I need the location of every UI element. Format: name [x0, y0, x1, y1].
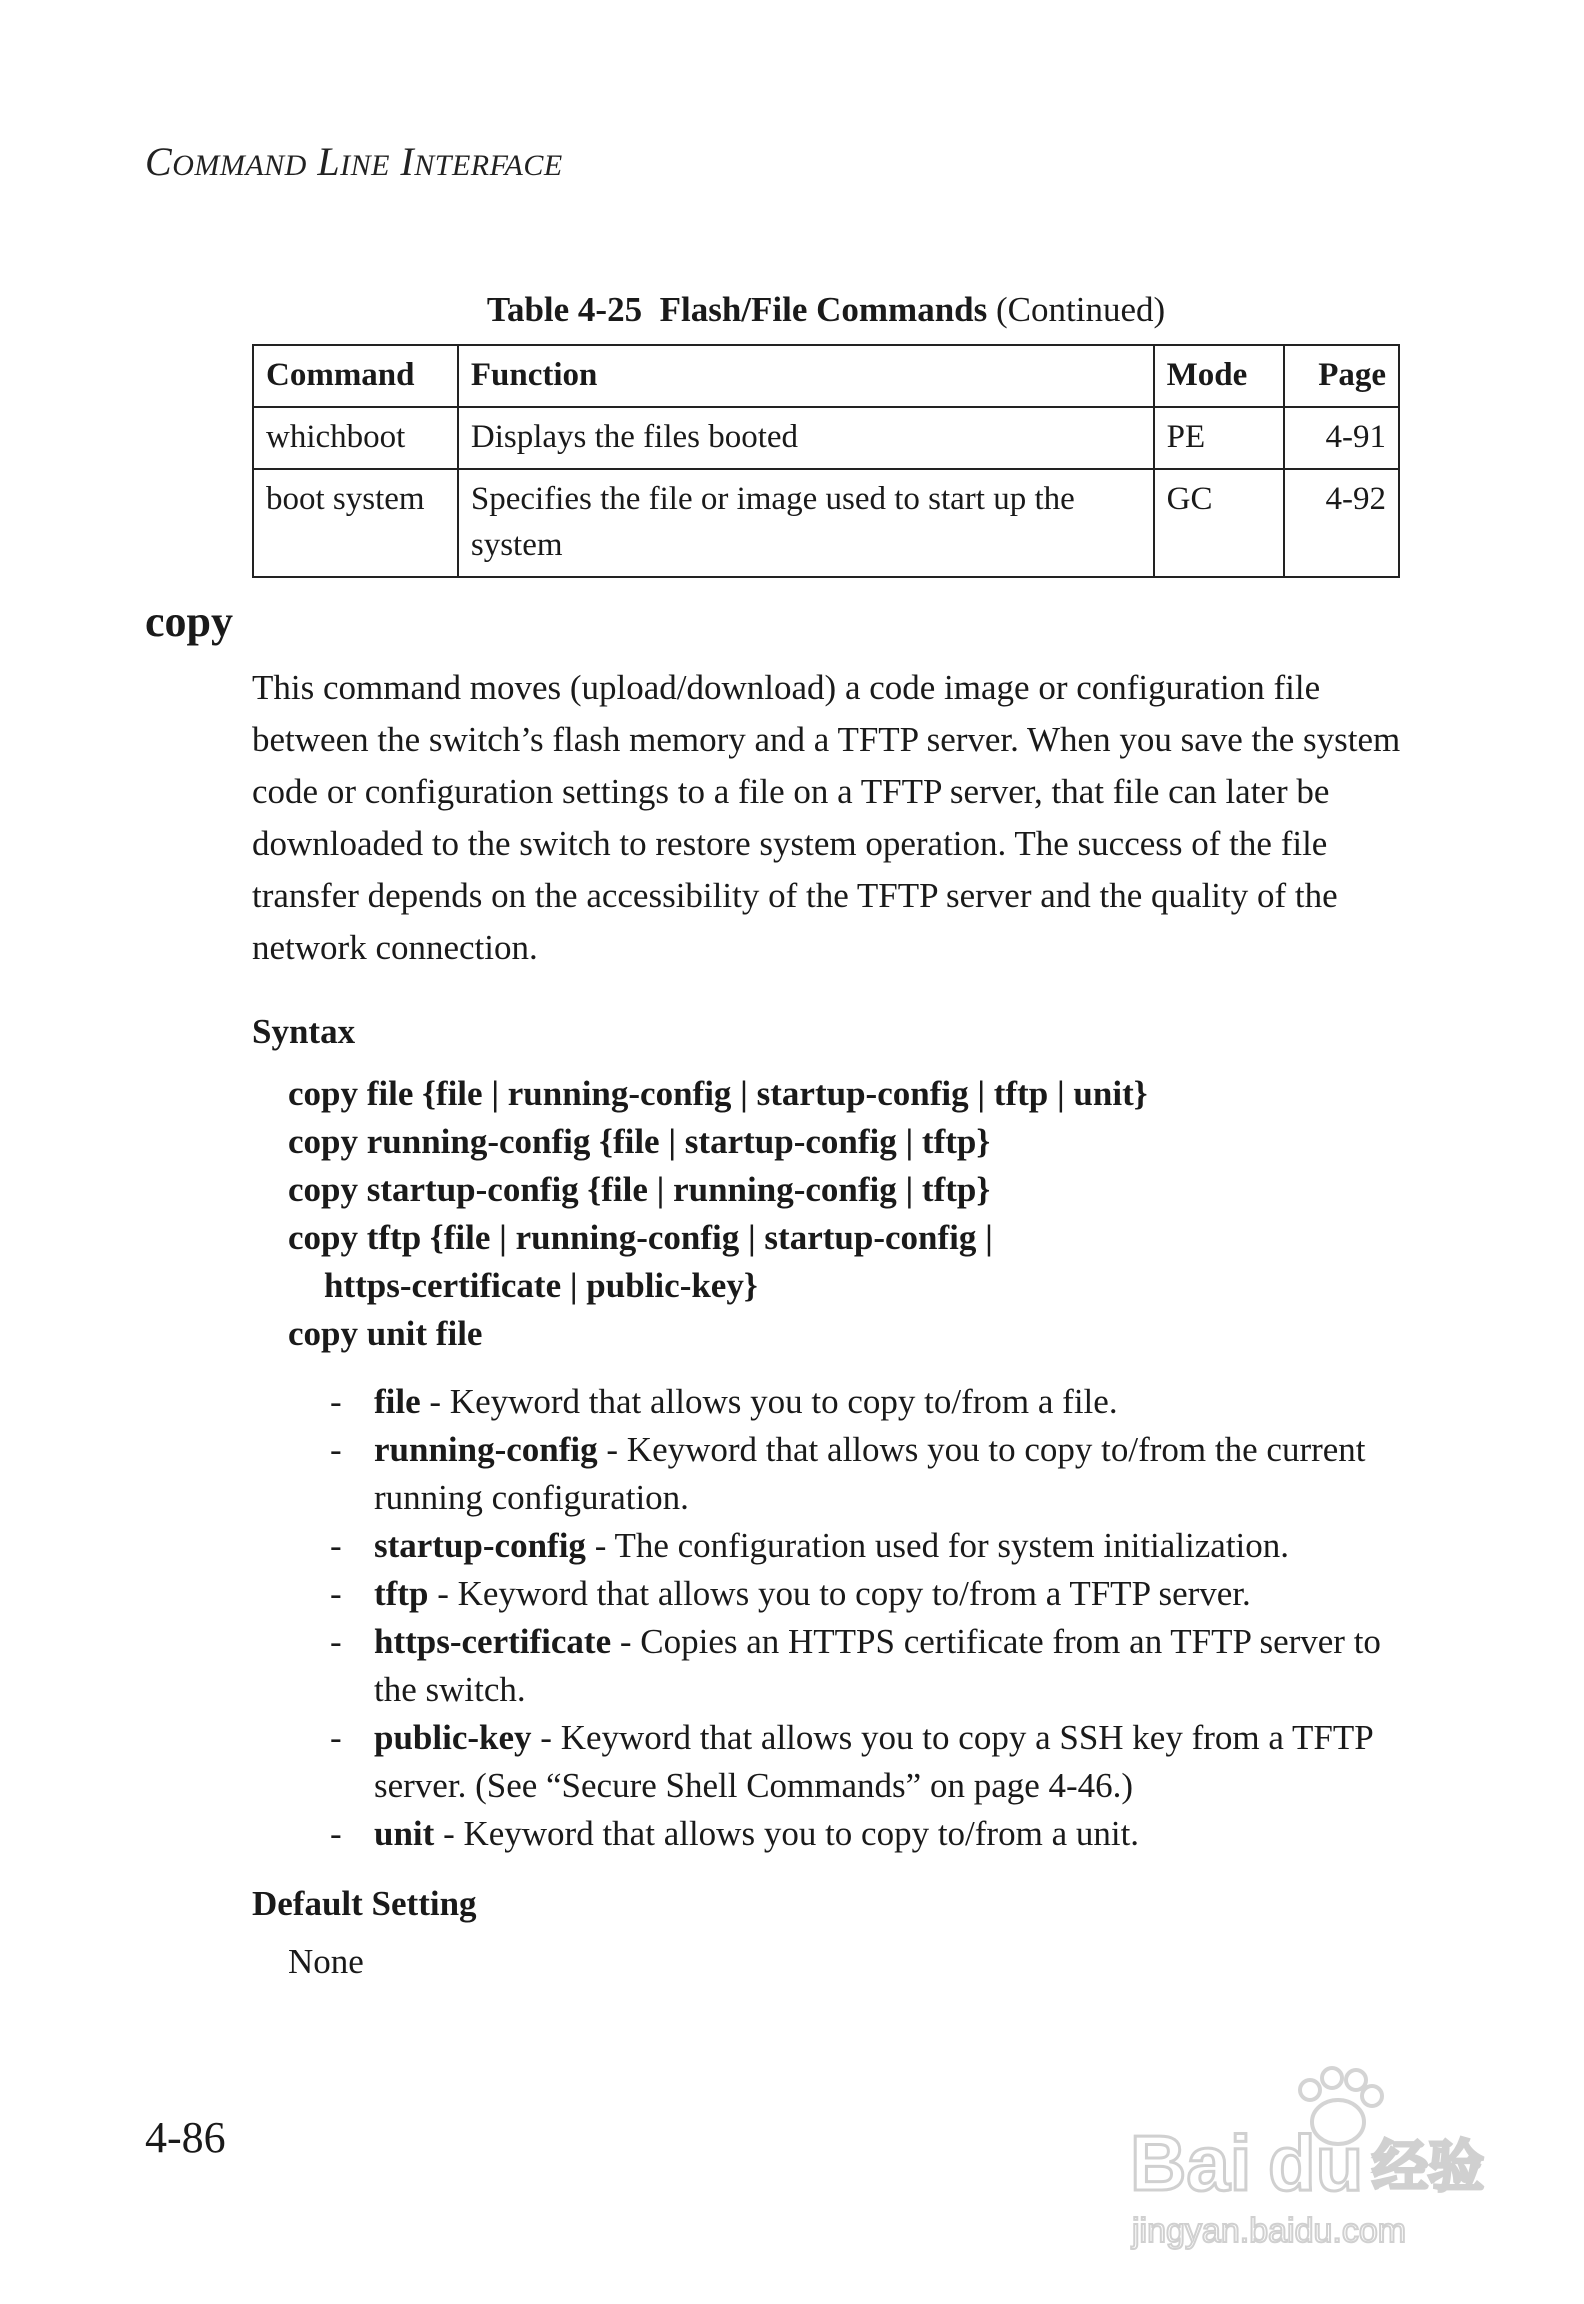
- table-caption-label: Table 4-25: [486, 290, 643, 329]
- param-description: - The configuration used for system initialization.: [585, 1526, 1290, 1565]
- page-number: 4-86: [145, 2113, 226, 2162]
- syntax-line: copy unit file: [288, 1314, 483, 1353]
- table-row: [253, 469, 1399, 577]
- cell-command: whichboot: [253, 407, 458, 469]
- param-keyword: https-certificate: [374, 1622, 612, 1661]
- command-description: This command moves (upload/download) a code image or configuration file between the switch’s flash memory and a TFTP server. When you save the system code or configuration settings to a file on a TFTP server, that file can later be downloaded to the switch to restore system operation. The success of the file transfer depends on the accessibility of the TFTP server and the quality of the network connection.: [252, 668, 1401, 967]
- flash-file-commands-table: [252, 344, 1400, 578]
- syntax-line: copy running-config {file | startup-config | tftp}: [288, 1122, 991, 1161]
- cell-mode: PE: [1154, 407, 1284, 469]
- param-keyword: public-key: [374, 1718, 532, 1757]
- table-caption-suffix: (Continued): [996, 290, 1166, 329]
- parameter-list: [330, 1378, 1410, 1858]
- param-description: - Copies an HTTPS certificate from an TFTP server to the switch.: [374, 1622, 1381, 1709]
- param-keyword: unit: [374, 1814, 435, 1853]
- svg-text:经验: 经验: [1372, 2135, 1484, 2200]
- column-header-mode: Mode: [1154, 345, 1284, 407]
- column-header-function: Function: [458, 345, 1154, 407]
- cell-function: Specifies the file or image used to start up the system: [458, 469, 1154, 577]
- param-description: - Keyword that allows you to copy to/from the current running configuration.: [374, 1430, 1366, 1517]
- param-keyword: running-config: [374, 1430, 598, 1469]
- default-setting-value: None: [288, 1942, 364, 1981]
- running-header: COMMAND LINE INTERFACE: [145, 139, 563, 184]
- default-setting-heading: Default Setting: [252, 1884, 477, 1923]
- param-description: - Keyword that allows you to copy to/from a unit.: [434, 1814, 1140, 1853]
- param-description: - Keyword that allows you to copy to/from a TFTP server.: [428, 1574, 1251, 1613]
- syntax-line: copy file {file | running-config | startup-config | tftp | unit}: [288, 1074, 1148, 1113]
- param-description: - Keyword that allows you to copy a SSH key from a TFTP server. (See “Secure Shell Commands” on page 4-46.): [374, 1718, 1373, 1805]
- param-keyword: file: [374, 1382, 421, 1421]
- syntax-line: copy tftp {file | running-config | startup-config |: [288, 1218, 993, 1257]
- command-title: copy: [145, 597, 233, 646]
- cell-page: 4-92: [1284, 469, 1399, 577]
- svg-text:du: du: [1268, 2119, 1364, 2207]
- list-item: - tftp - Keyword that allows you to copy to/from a TFTP server.: [330, 1574, 1251, 1613]
- syntax-line: https-certificate | public-key}: [324, 1266, 758, 1305]
- list-item: - public-key - Keyword that allows you to copy a SSH key from a TFTP server. (See “Secure Shell Commands” on page 4-46.): [330, 1718, 1373, 1805]
- column-header-command: Command: [253, 345, 458, 407]
- list-item: - file - Keyword that allows you to copy to/from a file.: [330, 1382, 1118, 1421]
- list-item: - https-certificate - Copies an HTTPS certificate from an TFTP server to the switch.: [330, 1622, 1381, 1709]
- table-caption: [252, 290, 1400, 330]
- syntax-block: [288, 1070, 1148, 1358]
- syntax-line: copy startup-config {file | running-config | tftp}: [288, 1170, 991, 1209]
- table-caption-title: Flash/File Commands: [659, 290, 988, 329]
- param-description: - Keyword that allows you to copy to/from a file.: [420, 1382, 1118, 1421]
- list-item: - startup-config - The configuration used for system initialization.: [330, 1526, 1290, 1565]
- column-header-page: Page: [1284, 345, 1399, 407]
- svg-text:Bai: Bai: [1130, 2119, 1252, 2207]
- param-keyword: tftp: [374, 1574, 429, 1613]
- param-keyword: startup-config: [374, 1526, 586, 1565]
- cell-function: Displays the files booted: [458, 407, 1154, 469]
- list-item: - running-config - Keyword that allows you to copy to/from the current running configuration.: [330, 1430, 1366, 1517]
- cell-command: boot system: [253, 469, 458, 577]
- syntax-heading: Syntax: [252, 1012, 356, 1051]
- cell-mode: GC: [1154, 469, 1284, 577]
- table-header-row: [253, 345, 1399, 407]
- list-item: - unit - Keyword that allows you to copy to/from a unit.: [330, 1814, 1140, 1853]
- cell-page: 4-91: [1284, 407, 1399, 469]
- svg-text:jingyan.baidu.com: jingyan.baidu.com: [1132, 2212, 1407, 2250]
- table-row: [253, 407, 1399, 469]
- baidu-jingyan-watermark-logo: [1110, 2060, 1490, 2260]
